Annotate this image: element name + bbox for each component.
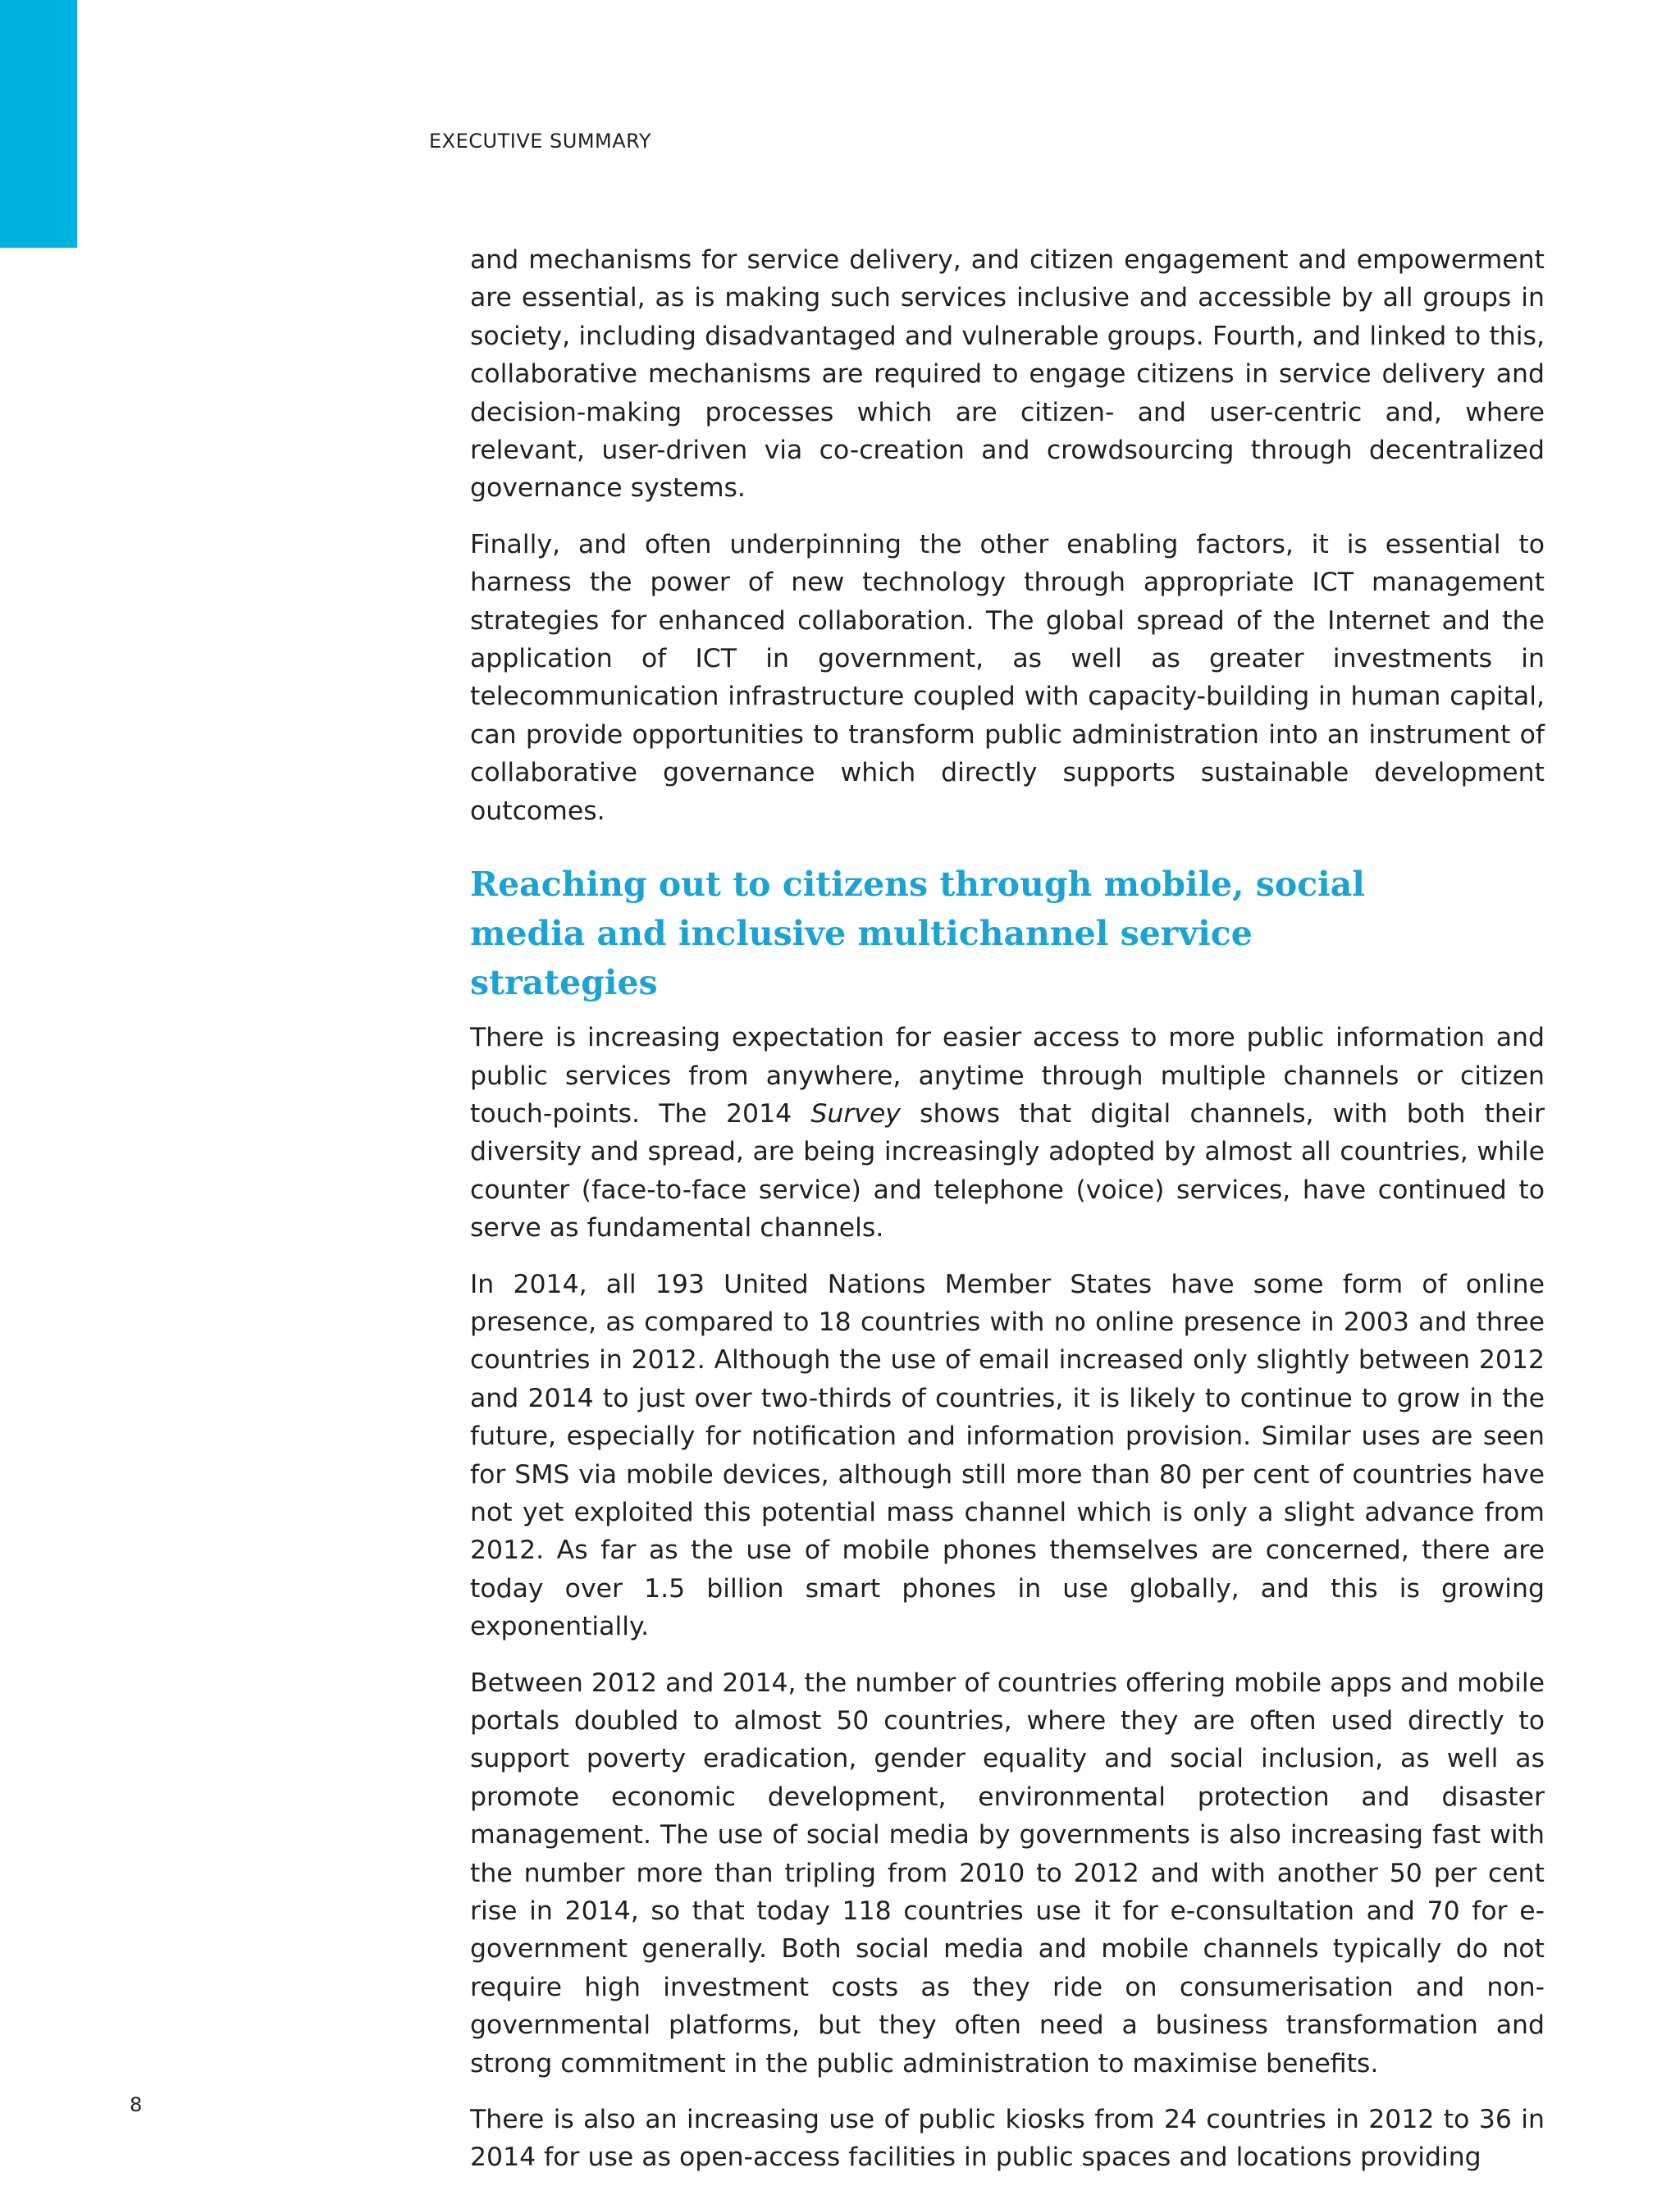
paragraph-3-text-a: There is increasing expectation for easier access to more public information and public services from anywhere, anytime through multiple channels or citizen touch-points. The 2014 xyxy=(470,1023,1545,1129)
paragraph-3-text-b: shows that digital channels, with both their diversity and spread, are being increasingly adopted by almost all countries, while counter (face-to-face service) and telephone (voice) services, have continued to serve as fundamental channels. xyxy=(470,1098,1545,1244)
paragraph-3 xyxy=(470,1019,1545,1247)
paragraph-2: Finally, and often underpinning the other enabling factors, it is essential to harness the power of new technology through appropriate ICT management strategies for enhanced collaboration. The global spread of the Internet and the application of ICT in government, as well as greater investments in telecommunication infrastructure coupled with capacity-building in human capital, can provide opportunities to transform public administration into an instrument of collaborative governance which directly supports sustainable development outcomes. xyxy=(470,529,1545,826)
section-heading: Reaching out to citizens through mobile, social media and inclusive multichannel service strategies xyxy=(470,865,1365,1003)
paragraph-6: There is also an increasing use of public kiosks from 24 countries in 2012 to 36 in 2014 for use as open-access facilities in public spaces and locations providing xyxy=(470,2105,1545,2173)
paragraph-5: Between 2012 and 2014, the number of countries offering mobile apps and mobile portals doubled to almost 50 countries, where they are often used directly to support poverty eradication, gender equality and social inclusion, as well as promote economic development, environmental protection and disaster management. The use of social media by governments is also increasing fast with the number more than tripling from 2010 to 2012 and with another 50 per cent rise in 2014, so that today 118 countries use it for e-consultation and 70 for e-government generally. Both social media and mobile channels typically do not require high investment costs as they ride on consumerisation and non-governmental platforms, but they often need a business transformation and strong commitment in the public administration to maximise benefits. xyxy=(470,1668,1545,2079)
running-header: EXECUTIVE SUMMARY xyxy=(429,130,651,153)
page-number: 8 xyxy=(130,2093,143,2116)
paragraph-4: In 2014, all 193 United Nations Member States have some form of online presence, as compared to 18 countries with no online presence in 2003 and three countries in 2012. Although the use of email increased only slightly between 2012 and 2014 to just over two-thirds of countries, it is likely to continue to grow in the future, especially for notification and information provision. Similar uses are seen for SMS via mobile devices, although still more than 80 per cent of countries have not yet exploited this potential mass channel which is only a slight advance from 2012. As far as the use of mobile phones themselves are concerned, there are today over 1.5 billion smart phones in use globally, and this is growing exponentially. xyxy=(470,1269,1545,1642)
body-content xyxy=(470,241,1545,2195)
survey-title-italic: Survey xyxy=(810,1098,901,1129)
paragraph-1: and mechanisms for service delivery, and citizen engagement and empowerment are essential, as is making such services inclusive and accessible by all groups in society, including disadvantaged and vulnerable groups. Fourth, and linked to this, collaborative mechanisms are required to engage citizens in service delivery and decision-making processes which are citizen- and user-centric and, where relevant, user-driven via co-creation and crowdsourcing through decentralized governance systems. xyxy=(470,245,1545,504)
accent-bar xyxy=(0,0,77,248)
